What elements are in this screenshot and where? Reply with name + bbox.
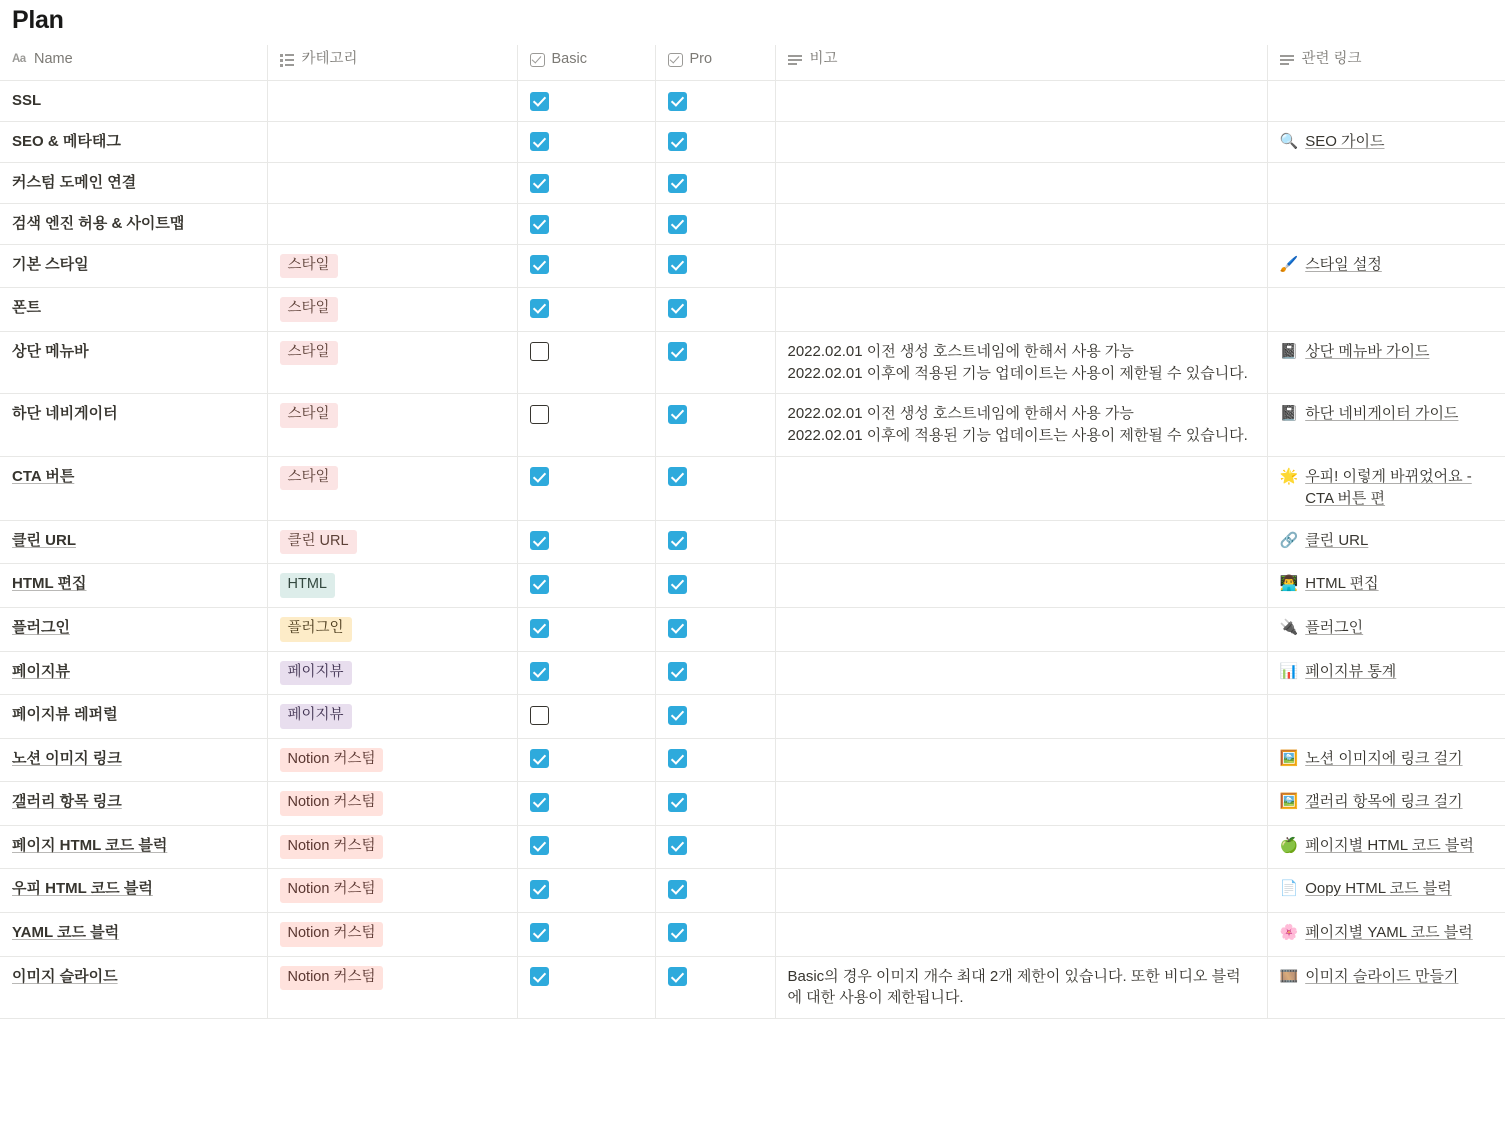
feature-name-text: 하단 네비게이터 (12, 405, 118, 423)
link-emoji-icon: 🍏 (1279, 836, 1299, 854)
cell-category[interactable] (267, 782, 517, 826)
feature-name-text: 커스텀 도메인 연결 (12, 174, 137, 192)
cell-feature-name[interactable] (0, 695, 267, 739)
table-row[interactable] (0, 121, 1505, 163)
cell-related-link[interactable] (1267, 782, 1505, 826)
text-aa-icon: Aa (12, 53, 26, 65)
cell-basic-checkbox[interactable] (517, 956, 655, 1019)
cell-related-link[interactable] (1267, 244, 1505, 288)
category-tag: Notion 커스텀 (280, 878, 384, 903)
cell-pro-checkbox[interactable] (655, 121, 775, 163)
cell-related-link[interactable] (1267, 204, 1505, 245)
checkbox-checked-icon[interactable] (530, 575, 549, 594)
checkbox-checked-icon[interactable] (668, 342, 687, 361)
feature-name-text: 갤러리 항목 링크 (12, 793, 122, 811)
cell-category[interactable] (267, 520, 517, 564)
cell-basic-checkbox[interactable] (517, 204, 655, 245)
cell-related-link[interactable] (1267, 288, 1505, 332)
checkbox-checked-icon[interactable] (530, 923, 549, 942)
cell-note[interactable] (775, 912, 1267, 956)
cell-note[interactable] (775, 163, 1267, 204)
checkbox-checked-icon[interactable] (530, 92, 549, 111)
cell-related-link[interactable] (1267, 520, 1505, 564)
cell-note[interactable] (775, 651, 1267, 695)
cell-note[interactable] (775, 956, 1267, 1019)
checkbox-checked-icon[interactable] (668, 467, 687, 486)
column-header-related-link[interactable] (1267, 45, 1505, 81)
feature-name-text: 기본 스타일 (12, 255, 89, 273)
link-emoji-icon: 🌸 (1279, 923, 1299, 941)
cell-basic-checkbox[interactable] (517, 651, 655, 695)
related-link[interactable]: 페이지별 HTML 코드 블럭 (1305, 836, 1474, 854)
cell-basic-checkbox[interactable] (517, 825, 655, 869)
column-header-label: 카테고리 (301, 51, 358, 67)
column-header-label: 비고 (809, 51, 838, 67)
feature-name-text: 페이지 HTML 코드 블럭 (12, 836, 168, 854)
checkbox-icon (668, 53, 683, 67)
category-tag: Notion 커스텀 (280, 922, 384, 947)
feature-name-text: 플러그인 (12, 619, 70, 637)
table-row[interactable] (0, 782, 1505, 826)
cell-pro-checkbox[interactable] (655, 738, 775, 782)
checkbox-checked-icon[interactable] (668, 215, 687, 234)
table-body (0, 81, 1505, 1019)
column-header-pro[interactable] (655, 45, 775, 81)
table-row[interactable] (0, 956, 1505, 1019)
cell-pro-checkbox[interactable] (655, 288, 775, 332)
related-link[interactable]: 플러그인 (1305, 619, 1364, 637)
cell-note[interactable] (775, 869, 1267, 913)
cell-category[interactable] (267, 288, 517, 332)
table-row[interactable] (0, 204, 1505, 245)
checkbox-checked-icon[interactable] (530, 255, 549, 274)
cell-related-link[interactable] (1267, 564, 1505, 608)
checkbox-checked-icon[interactable] (668, 132, 687, 151)
multi-select-icon (280, 52, 295, 67)
link-emoji-icon: 📓 (1279, 405, 1299, 423)
cell-feature-name[interactable] (0, 163, 267, 204)
related-link[interactable]: 페이지별 YAML 코드 블럭 (1305, 923, 1473, 941)
cell-feature-name[interactable] (0, 956, 267, 1019)
cell-basic-checkbox[interactable] (517, 608, 655, 652)
cell-pro-checkbox[interactable] (655, 651, 775, 695)
link-emoji-icon: 🖼️ (1279, 749, 1299, 767)
cell-basic-checkbox[interactable] (517, 456, 655, 520)
related-link[interactable]: 노션 이미지에 링크 걸기 (1305, 749, 1463, 767)
related-link[interactable]: 우피! 이렇게 바뀌었어요 - CTA 버튼 편 (1305, 467, 1472, 508)
cell-basic-checkbox[interactable] (517, 121, 655, 163)
table-row[interactable] (0, 869, 1505, 913)
cell-note[interactable] (775, 244, 1267, 288)
cell-note[interactable] (775, 695, 1267, 739)
link-emoji-icon: 📊 (1279, 662, 1299, 680)
cell-category[interactable] (267, 244, 517, 288)
checkbox-checked-icon[interactable] (530, 467, 549, 486)
cell-category[interactable] (267, 163, 517, 204)
cell-note[interactable] (775, 81, 1267, 122)
category-tag: 스타일 (280, 466, 338, 491)
checkbox-checked-icon[interactable] (530, 967, 549, 986)
cell-feature-name[interactable] (0, 869, 267, 913)
category-tag: 스타일 (280, 403, 338, 428)
text-icon (788, 52, 803, 67)
cell-basic-checkbox[interactable] (517, 394, 655, 457)
category-tag: Notion 커스텀 (280, 791, 384, 816)
column-header-label: Basic (551, 51, 587, 67)
related-link[interactable]: 이미지 슬라이드 만들기 (1305, 967, 1459, 985)
category-tag: 페이지뷰 (280, 661, 352, 686)
cell-note[interactable] (775, 738, 1267, 782)
note-text: 2022.02.01 이전 생성 호스트네임에 한해서 사용 가능 2022.02.01 이후에 적용된 기능 업데이트는 사용이 제한될 수 있습니다. (787, 405, 1248, 445)
category-tag: 페이지뷰 (280, 704, 352, 729)
checkbox-checked-icon[interactable] (668, 405, 687, 424)
cell-basic-checkbox[interactable] (517, 738, 655, 782)
checkbox-checked-icon[interactable] (530, 836, 549, 855)
feature-name-text: 이미지 슬라이드 (12, 967, 118, 985)
table-row[interactable] (0, 912, 1505, 956)
checkbox-unchecked-icon[interactable] (530, 405, 549, 424)
cell-related-link[interactable] (1267, 825, 1505, 869)
column-header-note[interactable] (775, 45, 1267, 81)
cell-pro-checkbox[interactable] (655, 912, 775, 956)
related-link[interactable]: 상단 메뉴바 가이드 (1305, 342, 1430, 360)
checkbox-checked-icon[interactable] (668, 749, 687, 768)
cell-related-link[interactable] (1267, 738, 1505, 782)
cell-category[interactable] (267, 331, 517, 394)
cell-pro-checkbox[interactable] (655, 695, 775, 739)
cell-feature-name[interactable] (0, 608, 267, 652)
checkbox-checked-icon[interactable] (668, 255, 687, 274)
cell-related-link[interactable] (1267, 394, 1505, 457)
cell-pro-checkbox[interactable] (655, 956, 775, 1019)
category-tag: 클린 URL (280, 530, 357, 555)
cell-note[interactable] (775, 825, 1267, 869)
cell-pro-checkbox[interactable] (655, 331, 775, 394)
related-link[interactable]: 하단 네비게이터 가이드 (1305, 405, 1459, 423)
cell-related-link[interactable] (1267, 456, 1505, 520)
cell-category[interactable] (267, 394, 517, 457)
page-title: Plan (12, 6, 64, 34)
table-row[interactable] (0, 81, 1505, 122)
checkbox-checked-icon[interactable] (668, 967, 687, 986)
checkbox-checked-icon[interactable] (668, 575, 687, 594)
link-emoji-icon: 🖼️ (1279, 793, 1299, 811)
cell-related-link[interactable] (1267, 81, 1505, 122)
checkbox-checked-icon[interactable] (668, 299, 687, 318)
link-emoji-icon: 🌟 (1279, 467, 1299, 485)
checkbox-checked-icon[interactable] (668, 662, 687, 681)
cell-note[interactable] (775, 564, 1267, 608)
cell-feature-name[interactable] (0, 456, 267, 520)
checkbox-checked-icon[interactable] (668, 836, 687, 855)
cell-category[interactable] (267, 825, 517, 869)
checkbox-unchecked-icon[interactable] (530, 342, 549, 361)
cell-pro-checkbox[interactable] (655, 163, 775, 204)
cell-feature-name[interactable] (0, 288, 267, 332)
cell-pro-checkbox[interactable] (655, 456, 775, 520)
cell-feature-name[interactable] (0, 738, 267, 782)
checkbox-unchecked-icon[interactable] (530, 706, 549, 725)
category-tag: HTML (280, 573, 335, 598)
checkbox-checked-icon[interactable] (530, 793, 549, 812)
cell-note[interactable] (775, 204, 1267, 245)
cell-category[interactable] (267, 564, 517, 608)
cell-feature-name[interactable] (0, 564, 267, 608)
category-tag: Notion 커스텀 (280, 748, 384, 773)
cell-pro-checkbox[interactable] (655, 869, 775, 913)
cell-basic-checkbox[interactable] (517, 288, 655, 332)
table-row[interactable] (0, 695, 1505, 739)
cell-basic-checkbox[interactable] (517, 81, 655, 122)
cell-feature-name[interactable] (0, 204, 267, 245)
cell-feature-name[interactable] (0, 782, 267, 826)
cell-feature-name[interactable] (0, 825, 267, 869)
column-header-basic[interactable] (517, 45, 655, 81)
feature-name-text: HTML 편집 (12, 575, 87, 593)
table-row[interactable] (0, 520, 1505, 564)
checkbox-checked-icon[interactable] (668, 531, 687, 550)
table-row[interactable] (0, 288, 1505, 332)
category-tag: 스타일 (280, 297, 338, 322)
cell-pro-checkbox[interactable] (655, 782, 775, 826)
cell-category[interactable] (267, 956, 517, 1019)
cell-category[interactable] (267, 738, 517, 782)
table-row[interactable] (0, 564, 1505, 608)
cell-basic-checkbox[interactable] (517, 520, 655, 564)
feature-name-text: 상단 메뉴바 (12, 342, 89, 360)
cell-note[interactable] (775, 331, 1267, 394)
checkbox-checked-icon[interactable] (668, 880, 687, 899)
cell-feature-name[interactable] (0, 651, 267, 695)
cell-pro-checkbox[interactable] (655, 825, 775, 869)
checkbox-checked-icon[interactable] (530, 215, 549, 234)
category-tag: 스타일 (280, 341, 338, 366)
cell-related-link[interactable] (1267, 912, 1505, 956)
checkbox-checked-icon[interactable] (530, 174, 549, 193)
link-emoji-icon: 📄 (1279, 880, 1299, 898)
cell-basic-checkbox[interactable] (517, 782, 655, 826)
table-row[interactable] (0, 456, 1505, 520)
checkbox-checked-icon[interactable] (668, 174, 687, 193)
cell-basic-checkbox[interactable] (517, 564, 655, 608)
link-emoji-icon: 🔗 (1279, 531, 1299, 549)
plan-table (0, 45, 1505, 1019)
column-header-label: 관련 링크 (1301, 51, 1362, 67)
table-row[interactable] (0, 331, 1505, 394)
cell-related-link[interactable] (1267, 121, 1505, 163)
related-link[interactable]: 스타일 설정 (1305, 255, 1382, 273)
cell-category[interactable] (267, 695, 517, 739)
cell-basic-checkbox[interactable] (517, 912, 655, 956)
cell-note[interactable] (775, 288, 1267, 332)
cell-category[interactable] (267, 204, 517, 245)
cell-note[interactable] (775, 121, 1267, 163)
cell-basic-checkbox[interactable] (517, 331, 655, 394)
cell-pro-checkbox[interactable] (655, 394, 775, 457)
column-header-label: Name (34, 51, 73, 67)
link-emoji-icon: 🔌 (1279, 619, 1299, 637)
cell-related-link[interactable] (1267, 163, 1505, 204)
related-link[interactable]: Oopy HTML 코드 블럭 (1305, 880, 1452, 898)
feature-name-text: CTA 버튼 (12, 467, 75, 485)
related-link[interactable]: SEO 가이드 (1305, 132, 1385, 150)
link-emoji-icon: 👨‍💻 (1279, 575, 1299, 593)
related-link[interactable]: 페이지뷰 통계 (1305, 662, 1397, 680)
link-emoji-icon: 🖌️ (1279, 255, 1299, 273)
cell-note[interactable] (775, 456, 1267, 520)
column-header-name[interactable] (0, 45, 267, 81)
table-row[interactable] (0, 825, 1505, 869)
cell-related-link[interactable] (1267, 695, 1505, 739)
note-text: Basic의 경우 이미지 개수 최대 2개 제한이 있습니다. 또한 비디오 블럭에 대한 사용이 제한됩니다. (787, 967, 1241, 1007)
cell-basic-checkbox[interactable] (517, 163, 655, 204)
cell-note[interactable] (775, 520, 1267, 564)
link-emoji-icon: 🔍 (1279, 132, 1299, 150)
checkbox-checked-icon[interactable] (668, 92, 687, 111)
cell-note[interactable] (775, 782, 1267, 826)
cell-note[interactable] (775, 394, 1267, 457)
feature-name-text: 검색 엔진 허용 & 사이트맵 (12, 215, 185, 233)
table-header (0, 45, 1505, 81)
table-row[interactable] (0, 163, 1505, 204)
cell-related-link[interactable] (1267, 651, 1505, 695)
category-tag: 스타일 (280, 254, 338, 279)
cell-feature-name[interactable] (0, 244, 267, 288)
feature-name-text: SEO & 메타태그 (12, 132, 121, 150)
cell-note[interactable] (775, 608, 1267, 652)
cell-category[interactable] (267, 81, 517, 122)
column-header-label: Pro (689, 51, 713, 67)
cell-category[interactable] (267, 608, 517, 652)
cell-category[interactable] (267, 456, 517, 520)
table-row[interactable] (0, 394, 1505, 457)
cell-feature-name[interactable] (0, 520, 267, 564)
cell-pro-checkbox[interactable] (655, 608, 775, 652)
cell-pro-checkbox[interactable] (655, 564, 775, 608)
checkbox-checked-icon[interactable] (668, 793, 687, 812)
table-row[interactable] (0, 651, 1505, 695)
link-emoji-icon: 📓 (1279, 342, 1299, 360)
note-text: 2022.02.01 이전 생성 호스트네임에 한해서 사용 가능 2022.02.01 이후에 적용된 기능 업데이트는 사용이 제한될 수 있습니다. (787, 342, 1248, 382)
feature-name-text: 폰트 (12, 299, 41, 317)
cell-pro-checkbox[interactable] (655, 244, 775, 288)
related-link[interactable]: 갤러리 항목에 링크 걸기 (1305, 793, 1463, 811)
checkbox-checked-icon[interactable] (668, 923, 687, 942)
cell-basic-checkbox[interactable] (517, 244, 655, 288)
cell-related-link[interactable] (1267, 869, 1505, 913)
table-row[interactable] (0, 738, 1505, 782)
cell-category[interactable] (267, 912, 517, 956)
link-emoji-icon: 🎞️ (1279, 967, 1299, 985)
feature-name-text: 우피 HTML 코드 블럭 (12, 880, 153, 898)
cell-basic-checkbox[interactable] (517, 695, 655, 739)
cell-category[interactable] (267, 651, 517, 695)
feature-name-text: 페이지뷰 (12, 662, 70, 680)
checkbox-checked-icon[interactable] (530, 880, 549, 899)
checkbox-checked-icon[interactable] (530, 299, 549, 318)
checkbox-checked-icon[interactable] (668, 706, 687, 725)
cell-feature-name[interactable] (0, 331, 267, 394)
feature-name-text: 페이지뷰 레퍼럴 (12, 706, 118, 724)
cell-related-link[interactable] (1267, 608, 1505, 652)
text-icon (1280, 52, 1295, 67)
category-tag: 플러그인 (280, 617, 352, 642)
checkbox-checked-icon[interactable] (530, 662, 549, 681)
checkbox-checked-icon[interactable] (530, 132, 549, 151)
feature-name-text: 클린 URL (12, 531, 76, 549)
cell-related-link[interactable] (1267, 956, 1505, 1019)
cell-related-link[interactable] (1267, 331, 1505, 394)
cell-feature-name[interactable] (0, 912, 267, 956)
checkbox-checked-icon[interactable] (530, 749, 549, 768)
cell-pro-checkbox[interactable] (655, 81, 775, 122)
feature-name-text: YAML 코드 블럭 (12, 923, 120, 941)
feature-name-text: SSL (12, 92, 42, 110)
table-row[interactable] (0, 608, 1505, 652)
cell-pro-checkbox[interactable] (655, 520, 775, 564)
cell-category[interactable] (267, 121, 517, 163)
table-row[interactable] (0, 244, 1505, 288)
category-tag: Notion 커스텀 (280, 835, 384, 860)
related-link[interactable]: 클린 URL (1305, 531, 1369, 549)
category-tag: Notion 커스텀 (280, 966, 384, 991)
checkbox-icon (530, 53, 545, 67)
related-link[interactable]: HTML 편집 (1305, 575, 1379, 593)
cell-feature-name[interactable] (0, 121, 267, 163)
checkbox-checked-icon[interactable] (668, 619, 687, 638)
feature-name-text: 노션 이미지 링크 (12, 749, 122, 767)
column-header-category[interactable] (267, 45, 517, 81)
cell-feature-name[interactable] (0, 81, 267, 122)
cell-basic-checkbox[interactable] (517, 869, 655, 913)
cell-pro-checkbox[interactable] (655, 204, 775, 245)
cell-category[interactable] (267, 869, 517, 913)
cell-feature-name[interactable] (0, 394, 267, 457)
checkbox-checked-icon[interactable] (530, 619, 549, 638)
checkbox-checked-icon[interactable] (530, 531, 549, 550)
